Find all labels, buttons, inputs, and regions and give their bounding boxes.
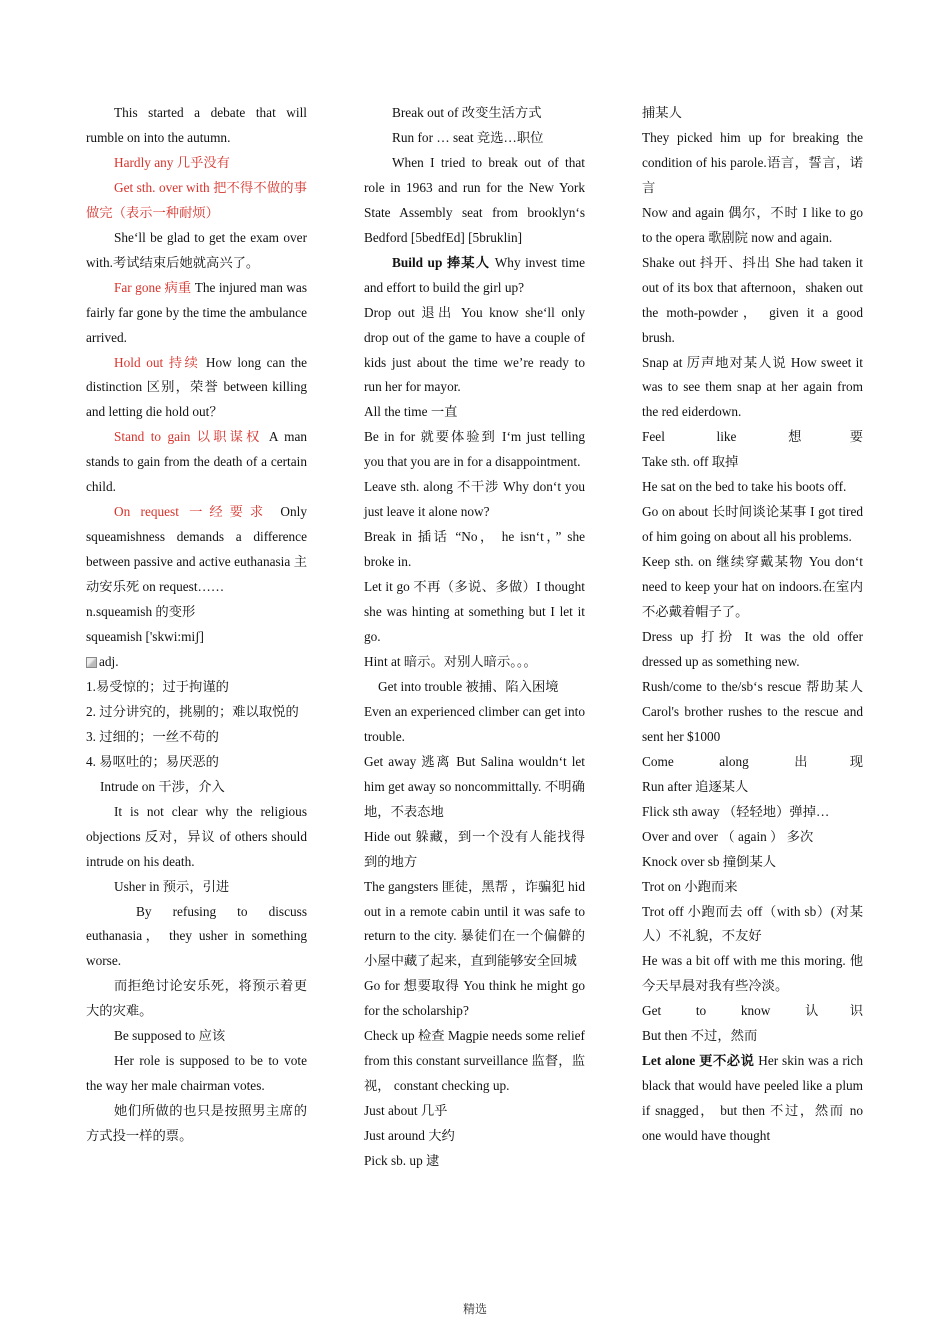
- text-line: Usher in 预示，引进: [114, 878, 230, 894]
- text-line: Let it go 不再（多说、多做）I thought she was hinting at something but I let it go.: [364, 579, 585, 645]
- phrase-heading: Stand to gain 以职谋权: [114, 429, 263, 445]
- text-line: All the time 一直: [364, 404, 458, 420]
- phrase-heading: Let alone 更不必说: [642, 1053, 755, 1069]
- phrase-heading: Far gone 病重: [114, 279, 192, 295]
- text-line: Leave sth. along 不干涉 Why don‘t you just leave it alone now?: [364, 479, 585, 520]
- text-line: Rush/come to the/sb‘s rescue 帮助某人 Carol's brother rushes to the rescue and sent her $1000: [642, 678, 863, 744]
- text-line: Snap at 厉声地对某人说 How sweet it was to see them snap at her again from the red eiderdown.: [642, 354, 863, 420]
- text-line: Intrude on 干涉，介入: [100, 778, 225, 794]
- text-line: Trot on 小跑而来: [642, 878, 738, 894]
- text-line: Feel like 想要: [642, 429, 863, 445]
- text-line: Hide out 躲藏，到一个没有人能找得到的地方: [364, 828, 585, 869]
- example-text: Her skin was a rich black that would have peeled like a plum if snagged， but then 不过，然而 no one would have thought: [642, 1053, 863, 1144]
- text-line: Go on about 长时间谈论某事 I got tired of him going on about all his problems.: [642, 504, 863, 545]
- text-line: 2. 过分讲究的，挑剔的；难以取悦的: [86, 703, 299, 719]
- example-text: Why invest time and effort to build the girl up?: [364, 254, 585, 295]
- text-line: Just around 大约: [364, 1128, 455, 1144]
- text-line: She‘ll be glad to get the exam over with.考试结束后她就高兴了。: [86, 229, 307, 270]
- text-line: Be supposed to 应该: [114, 1028, 226, 1044]
- text-line: Get away 逃离 But Salina wouldn‘t let him get away so noncommittally. 不明确地，不表态地: [364, 753, 585, 819]
- column-left: [86, 101, 307, 1149]
- text-line: Even an experienced climber can get into trouble.: [364, 703, 585, 744]
- example-text: How long can the distinction 区别，荣誉 between killing and letting die hold out？: [86, 354, 308, 420]
- text-line: Now and again 偶尔，不时 I like to go to the opera 歌剧院 now and again.: [642, 204, 863, 245]
- text-line: Just about 几乎: [364, 1103, 448, 1119]
- text-line: They picked him up for breaking the condition of his parole.语言，誓言，诺言: [642, 129, 863, 195]
- text-line: adj.: [99, 653, 119, 669]
- text-line: By refusing to discuss euthanasia， they usher in something worse.: [86, 903, 307, 969]
- text-line: When I tried to break out of that role in 1963 and run for the New York State Assembly seat from brooklyn‘s Bedford [5bedfEd] [5bruklin]: [364, 154, 585, 245]
- text-line: Get to know 认识: [642, 1003, 863, 1019]
- text-line: This started a debate that will rumble on into the autumn.: [86, 105, 307, 145]
- text-line: The gangsters 匪徒，黑帮 ，诈骗犯 hid out in a remote cabin until it was safe to return to the city. 暴徒们在一个偏僻的小屋中藏了起来，直到能够安全回城: [364, 878, 585, 969]
- column-middle: [364, 101, 585, 1174]
- text-line: Flick sth away （轻轻地）弹掉…: [642, 803, 830, 819]
- text-line: Keep sth. on 继续穿戴某物 You don‘t need to keep your hat on indoors.在室内不必戴着帽子了。: [642, 554, 863, 620]
- image-placeholder-icon: [86, 657, 97, 668]
- text-line: Dress up 打扮 It was the old offer dressed up as something new.: [642, 629, 863, 669]
- phrase-heading: Build up 捧某人: [392, 254, 491, 270]
- text-line: Check up 检查 Magpie needs some relief from this constant surveillance 监督，监视， constant checking up.: [364, 1028, 585, 1094]
- column-right: [642, 101, 863, 1149]
- text-line: 她们所做的也只是按照男主席的方式投一样的票。: [86, 1103, 307, 1144]
- text-line: squeamish ['skwi:miʃ]: [86, 629, 204, 645]
- phrase-heading: Hardly any 几乎没有: [114, 154, 230, 170]
- text-line: Break in 插话 “No， he isn‘t，” she broke in.: [364, 529, 585, 570]
- text-line: Take sth. off 取掉: [642, 454, 739, 470]
- text-line: Come along 出现: [642, 753, 863, 769]
- text-line: Knock over sb 撞倒某人: [642, 853, 777, 869]
- text-line: Trot off 小跑而去 off（with sb）(对某人）不礼貌，不友好: [642, 903, 863, 944]
- text-line: Run after 追逐某人: [642, 778, 749, 794]
- text-line: Shake out 抖开、抖出 She had taken it out of its box that afternoon，shaken out the moth-powder， given it a good brush.: [642, 254, 863, 345]
- text-line: 捕某人: [642, 105, 682, 120]
- phrase-heading: Hold out 持续: [114, 354, 201, 370]
- text-line: He was a bit off with me this moring. 他今天早晨对我有些冷淡。: [642, 953, 863, 994]
- text-line: Run for … seat 竞选…职位: [392, 129, 544, 145]
- text-line: Drop out 退出 You know she‘ll only drop out of the game to have a couple of kids just about the time we’re ready to run her for mayor.: [364, 304, 585, 395]
- text-line: But then 不过，然而: [642, 1028, 758, 1044]
- text-line: n.squeamish 的变形: [86, 604, 196, 620]
- text-line: He sat on the bed to take his boots off.: [642, 479, 847, 495]
- text-line: Pick sb. up 逮: [364, 1153, 440, 1169]
- text-line: 4. 易呕吐的；易厌恶的: [86, 753, 219, 769]
- text-line: 而拒绝讨论安乐死，将预示着更大的灾难。: [86, 978, 307, 1019]
- page-footer: 精选: [462, 1302, 487, 1316]
- text-line: Her role is supposed to be to vote the way her male chairman votes.: [86, 1053, 307, 1094]
- text-line: 3. 过细的；一丝不苟的: [86, 728, 219, 744]
- text-line: 1.易受惊的；过于拘谨的: [86, 678, 229, 694]
- phrase-heading: Get sth. over with 把不得不做的事做完（表示一种耐烦）: [86, 179, 307, 220]
- phrase-heading: On request 一经要求: [114, 504, 271, 520]
- example-text: A man stands to gain from the death of a certain child.: [86, 429, 308, 495]
- text-line: Over and over （ again ） 多次: [642, 828, 814, 844]
- example-text: Only squeamishness demands a difference between passive and active euthanasia 主动安乐死 on request……: [86, 504, 307, 595]
- text-line: It is not clear why the religious objections 反对，异议 of others should intrude on his death.: [86, 803, 307, 869]
- text-line: Break out of 改变生活方式: [392, 105, 542, 120]
- text-line: Be in for 就要体验到 I‘m just telling you that you are in for a disappointment.: [364, 429, 585, 470]
- text-line: Get into trouble 被捕、陷入困境: [378, 678, 559, 694]
- text-line: Hint at 暗示。对别人暗示。。。: [364, 653, 537, 669]
- text-line: Go for 想要取得 You think he might go for the scholarship?: [364, 978, 585, 1019]
- example-text: The injured man was fairly far gone by the time the ambulance arrived.: [86, 279, 307, 345]
